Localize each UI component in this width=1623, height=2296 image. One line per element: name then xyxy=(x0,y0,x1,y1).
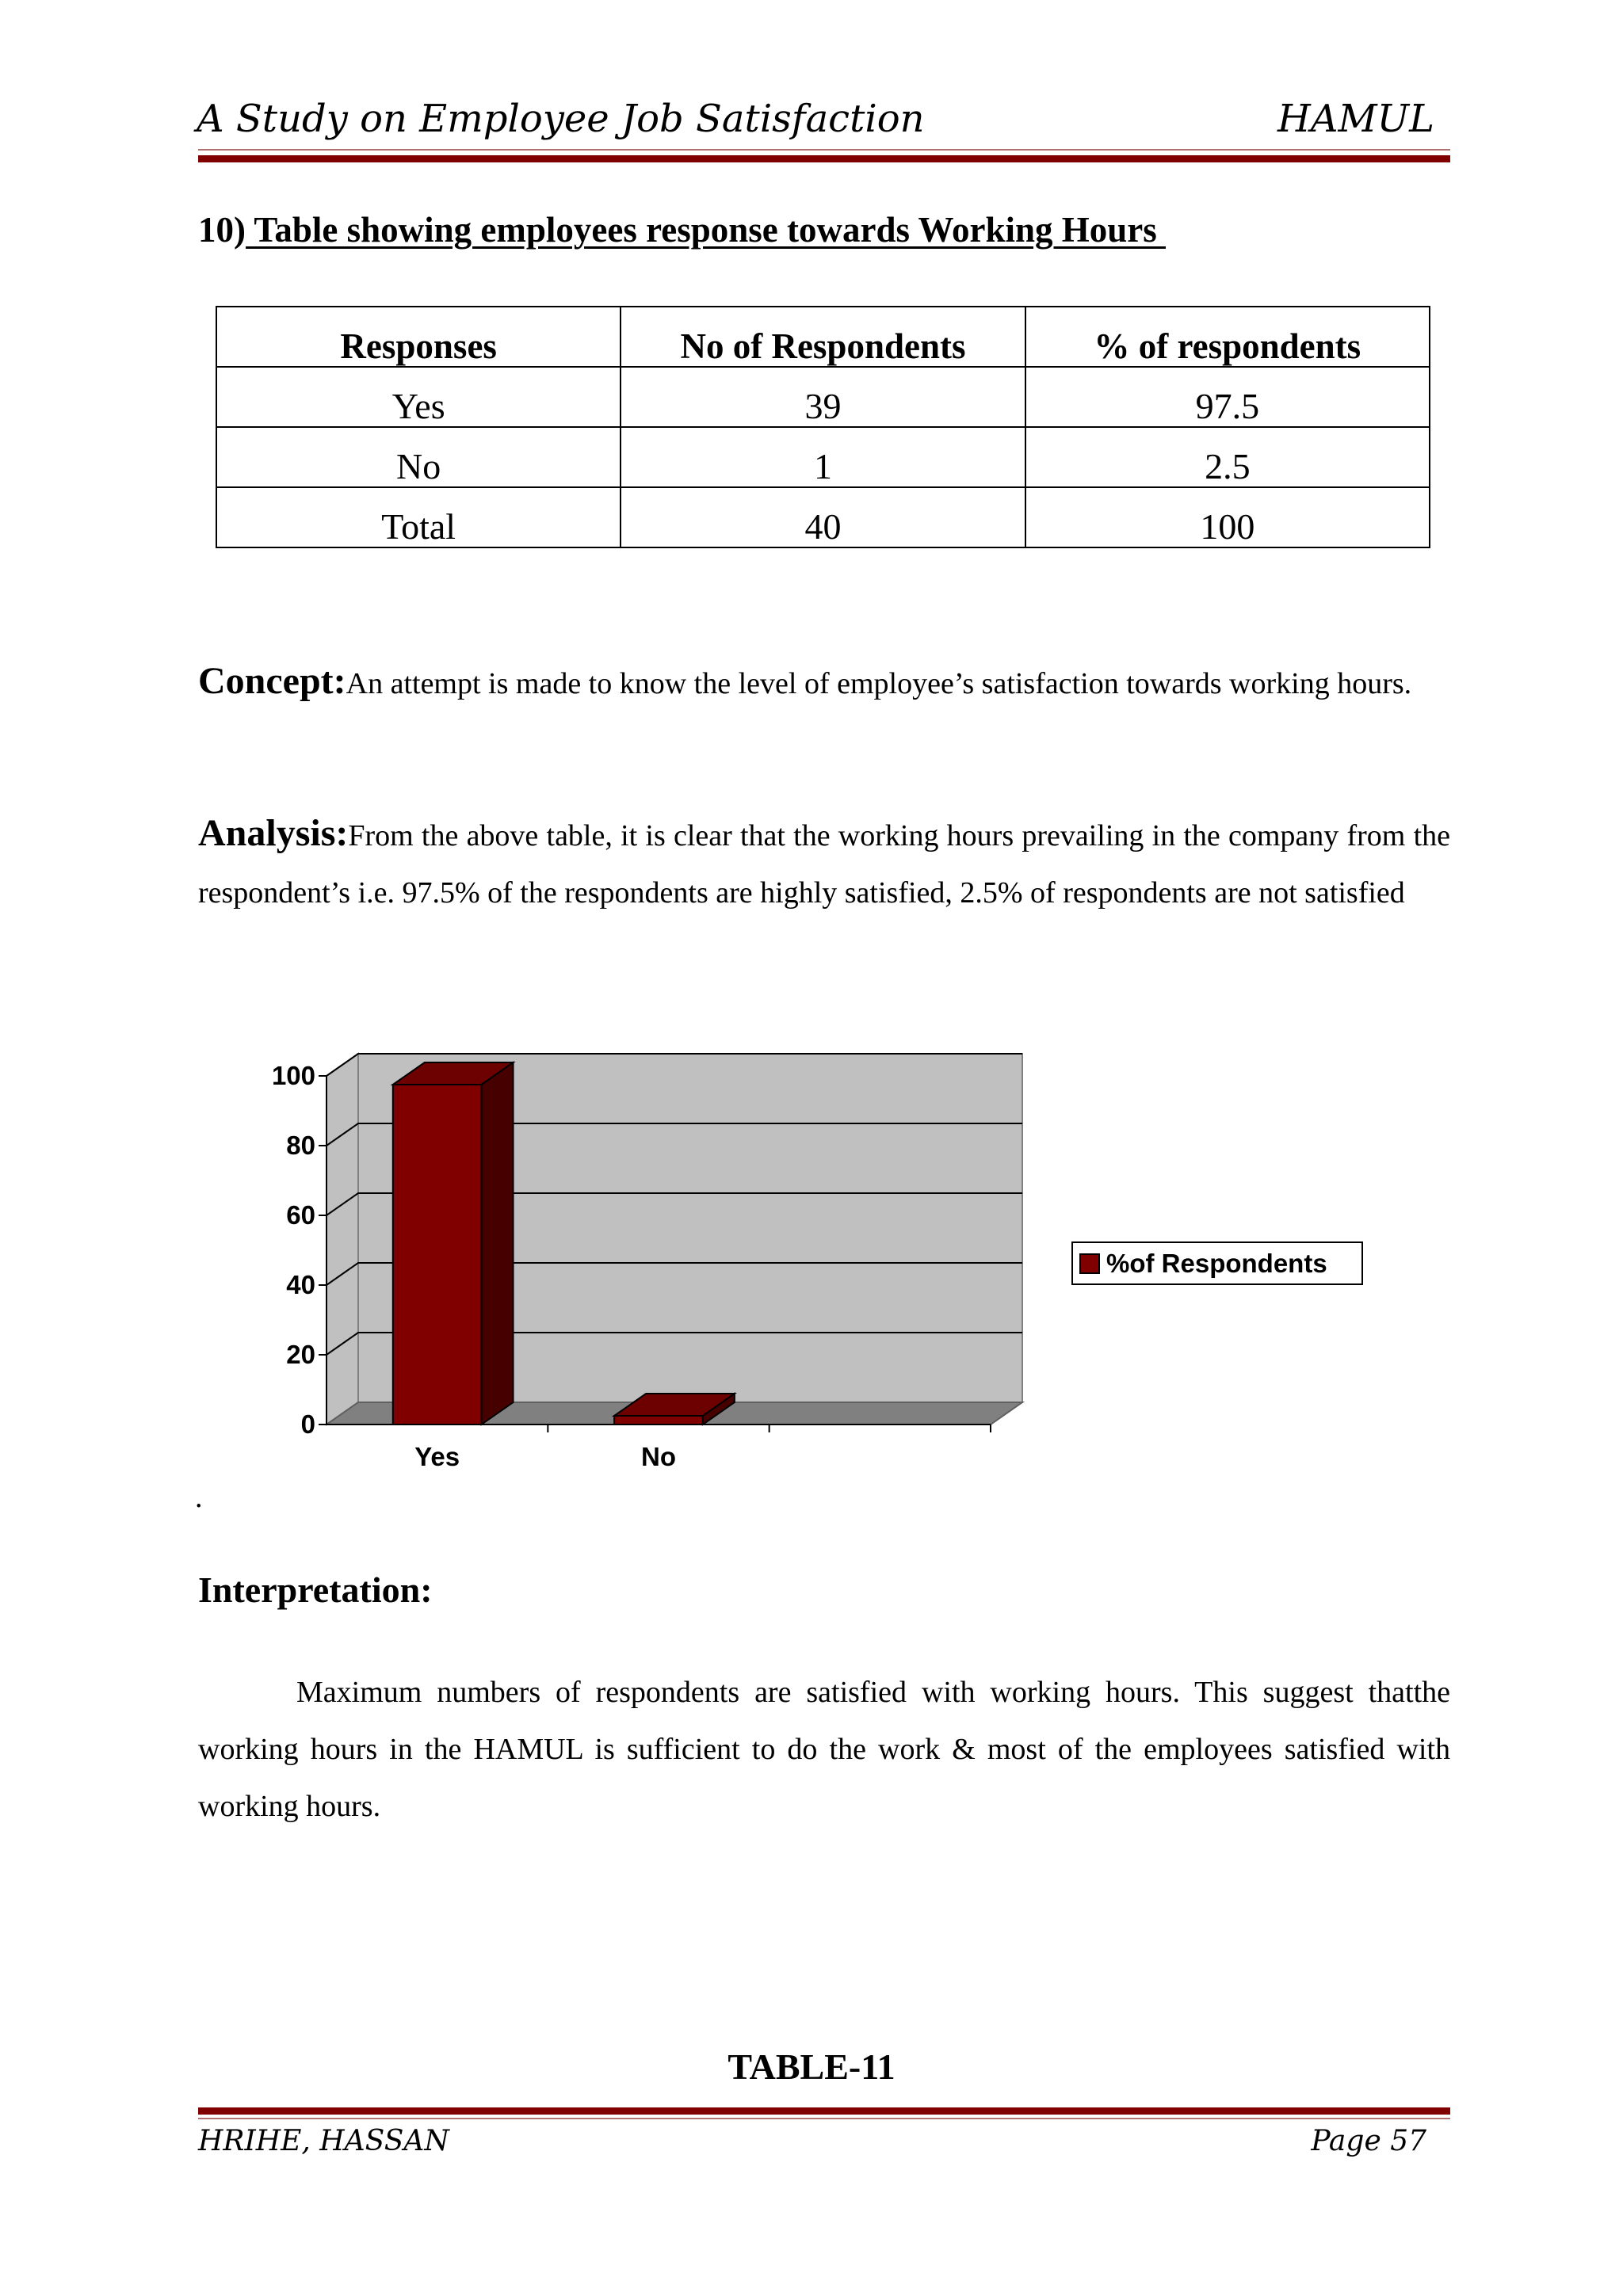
table-cell: 97.5 xyxy=(1025,367,1430,427)
table-caption: TABLE-11 xyxy=(727,2046,896,2087)
chart-side-wall xyxy=(327,1054,358,1425)
footer-page-number: Page 57 xyxy=(1311,2125,1426,2157)
table-header-cell: % of respondents xyxy=(1025,307,1430,367)
table-cell: Yes xyxy=(216,367,621,427)
table-cell: Total xyxy=(216,487,621,547)
y-tick-label: 100 xyxy=(271,1061,315,1090)
concept-text: An attempt is made to know the level of employee’s satisfaction towards working hours. xyxy=(346,667,1412,700)
x-tick-label: No xyxy=(641,1442,676,1471)
analysis-label: Analysis: xyxy=(198,812,349,854)
header-title: A Study on Employee Job Satisfaction xyxy=(197,97,925,141)
chart-legend xyxy=(1071,1241,1363,1285)
header-org: HAMUL xyxy=(1277,97,1434,141)
section-title: Table showing employees response towards Working Hours xyxy=(246,210,1167,250)
table-header-cell: No of Respondents xyxy=(621,307,1025,367)
table-cell: 39 xyxy=(621,367,1025,427)
footer-left: HRIHE, HASSAN xyxy=(198,2125,449,2157)
bar-no xyxy=(614,1416,703,1425)
table-cell: 2.5 xyxy=(1025,427,1430,487)
interpretation-paragraph: Maximum numbers of respondents are satisfied with working hours. This suggest thatthe working hours in the HAMUL is sufficient to do the work & most of the employees satisfied with working hours. xyxy=(198,1676,1450,1823)
y-tick-label: 40 xyxy=(286,1270,315,1299)
table-cell: No xyxy=(216,427,621,487)
analysis-text: From the above table, it is clear that the working hours prevailing in the company from the respondent’s i.e. 97.5% of the respondents are highly satisfied, 2.5% of respondents are not satisfied xyxy=(198,819,1450,910)
stray-dot: . xyxy=(195,1481,203,1514)
interpretation-heading: Interpretation: xyxy=(198,1569,433,1610)
y-tick-label: 20 xyxy=(286,1340,315,1369)
legend-label: %of Respondents xyxy=(1106,1248,1327,1278)
concept-label: Concept: xyxy=(198,660,346,702)
y-tick-label: 0 xyxy=(300,1409,315,1439)
legend-swatch xyxy=(1079,1253,1100,1274)
footer-rule-thick xyxy=(198,2107,1450,2115)
table-cell: 100 xyxy=(1025,487,1430,547)
table-cell: 1 xyxy=(621,427,1025,487)
bar-side-yes xyxy=(482,1062,514,1425)
bar-yes xyxy=(393,1085,482,1425)
section-number: 10) xyxy=(198,210,246,250)
x-tick-label: Yes xyxy=(414,1442,460,1471)
table-cell: 40 xyxy=(621,487,1025,547)
footer-rule-thin xyxy=(198,2118,1450,2119)
table-header-cell: Responses xyxy=(216,307,621,367)
y-tick-label: 60 xyxy=(286,1200,315,1230)
y-tick-label: 80 xyxy=(286,1131,315,1160)
